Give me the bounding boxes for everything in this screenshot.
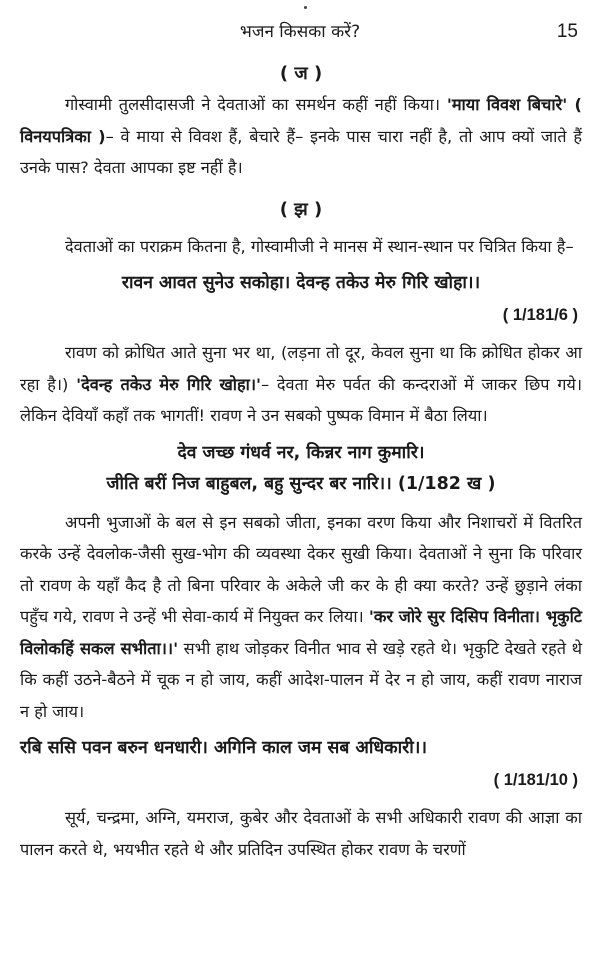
verse-2-line-1: देव जच्छ गंधर्व नर, किन्नर नाग कुमारि।: [177, 442, 425, 463]
paragraph-text: अपनी भुजाओं के बल से इन सबको जीता, इनका वरण किया और निशाचरों में वितरित करके उन्हें देवलोक-जैसी सुख-भोग की व्यवस्था देकर सुखी किया। देवताओं ने सुना कि परिवार तो रावण के यहाँ कैद है तो बिना परिवार के अकेले जी कर के ही क्या करते? उन्हें छुड़ाने लंका पहुँच गये, रावण ने उन्हें भी सेवा-कार्य में नियुक्त कर लिया।: [20, 512, 582, 626]
paragraph-ja-1: [20, 89, 582, 184]
verse-1-reference: ( 1/181/6 ): [502, 305, 578, 324]
paragraph-text: – वे माया से विवश हैं, बेचारे हैं– इनके पास चारा नहीं है, तो आप क्यों जाते हैं उनके पास? देवता आपका इष्ट नहीं है।: [20, 126, 582, 177]
verse-3-reference: ( 1/181/10 ): [493, 770, 578, 789]
paragraph-jha-3: [20, 507, 582, 728]
verse-1: रावन आवत सुनेउ सकोहा। देवन्ह तकेउ मेरु गिरि खोहा।।: [121, 273, 481, 293]
section-heading-ja: ( ज ): [279, 63, 323, 84]
quoted-phrase: 'देवन्ह तकेउ मेरु गिरि खोहा।': [76, 374, 262, 394]
verse-3: रबि ससि पवन बरुन धनधारी। अगिनि काल जम सब अधिकारी।।: [20, 738, 428, 758]
paragraph-text: रावण को क्रोधित आते सुना भर था, (लड़ना तो दूर, केवल सुना था कि क्रोधित होकर आ रहा है।): [20, 343, 582, 394]
page-number: 15: [556, 21, 578, 42]
scan-speck: [304, 6, 307, 9]
page-body: [20, 58, 582, 865]
paragraph-text: गोस्वामी तुलसीदासजी ने देवताओं का समर्थन कहीं नहीं किया।: [65, 95, 447, 114]
paragraph-jha-1: देवताओं का पराक्रम कितना है, गोस्वामीजी ने मानस में स्थान-स्थान पर चित्रित किया है–: [65, 236, 574, 256]
quoted-phrase: 'माया विवश बिचारे' ( विनयपत्रिका ): [20, 95, 582, 146]
paragraph-text: सभी हाथ जोड़कर विनीत भाव से खड़े रहते थे। भृकुटि देखते रहते थे कि कहीं उठने-बैठने में चूक न हो जाय, कहीं आदेश-पालन में देर न हो जाय, कहीं रावण नाराज न हो जाय।: [20, 638, 582, 721]
paragraph-jha-4: सूर्य, चन्द्रमा, अग्नि, यमराज, कुबेर और देवताओं के सभी अधिकारी रावण की आज्ञा का पालन करते थे, भयभीत रहते थे और प्रतिदिन उपस्थित होकर रावण के चरणों: [20, 808, 582, 859]
section-heading-jha: ( झ ): [279, 198, 323, 220]
paragraph-text: – देवता मेरु पर्वत की कन्दराओं में जाकर छिप गये। लेकिन देवियाँ कहाँ तक भागतीं! रावण ने उन सबको पुष्पक विमान में बैठा लिया।: [20, 374, 582, 425]
quoted-phrase: 'कर जोरे सुर दिसिप विनीता। भृकुटि विलोकहिं सकल सभीता।।': [20, 607, 582, 658]
verse-2-line-2: जीति बरीं निज बाहुबल, बहु सुन्दर बर नारि।। (1/182 ख ): [106, 474, 496, 494]
running-header-title: भजन किसका करें?: [239, 22, 361, 42]
paragraph-jha-2: [20, 337, 582, 432]
